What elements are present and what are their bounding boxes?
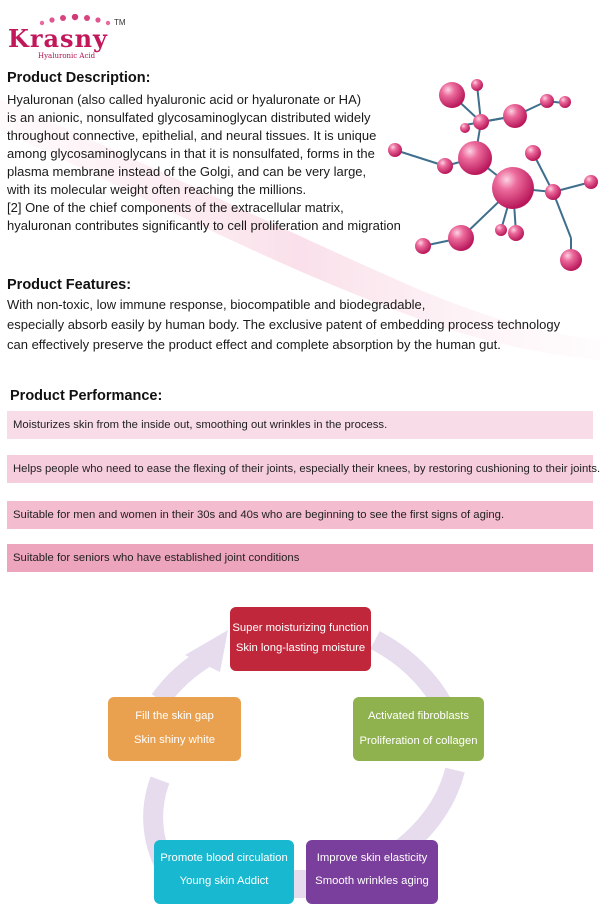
- cycle-step-circulation: [154, 840, 294, 904]
- performance-item: Suitable for men and women in their 30s and 40s who are beginning to see the first signs of aging.: [7, 501, 593, 529]
- performance-title: Product Performance:: [10, 388, 163, 404]
- performance-item: Helps people who need to ease the flexing of their joints, especially their knees, by restoring cushioning to their joints.: [7, 455, 593, 483]
- cycle-step-moisturizing: [230, 607, 371, 671]
- cycle-step-skin-gap: [108, 697, 241, 761]
- description-line: with its molecular weight often reaching the millions.: [7, 182, 307, 197]
- features-line: especially absorb easily by human body. The exclusive patent of embedding process technology: [7, 317, 561, 332]
- description-line: throughout connective, epithelial, and neural tissues. It is unique: [7, 128, 377, 143]
- cycle-step-label: Super moisturizing function: [232, 622, 369, 634]
- features-line: can effectively preserve the product effect and complete absorption by the human gut.: [7, 337, 501, 352]
- description-line: hyaluronan contributes significantly to cell proliferation and migration: [7, 218, 401, 233]
- cycle-step-label: Improve skin elasticity: [316, 852, 428, 864]
- cycle-step-label: Skin long-lasting moisture: [235, 642, 366, 654]
- description-line: is an anionic, nonsulfated glycosaminoglycan distributed widely: [7, 110, 371, 125]
- description-line: among glycosaminoglycans in that it is nonsulfated, forms in the: [7, 146, 375, 161]
- cycle-step-label: Skin shiny white: [134, 734, 215, 746]
- trademark-mark: TM: [114, 18, 126, 27]
- description-line: Hyaluronan (also called hyaluronic acid or hyaluronate or HA): [7, 92, 362, 107]
- molecule-illustration: [385, 70, 600, 280]
- performance-item: Moisturizes skin from the inside out, smoothing out wrinkles in the process.: [7, 411, 593, 439]
- cycle-step-label: Activated fibroblasts: [367, 710, 470, 722]
- cycle-step-label: Young skin Addict: [179, 875, 269, 887]
- cycle-step-label: Proliferation of collagen: [359, 735, 478, 747]
- features-title: Product Features:: [7, 277, 132, 293]
- description-title: Product Description:: [7, 70, 151, 86]
- description-line: plasma membrane instead of the Golgi, and can be very large,: [7, 164, 367, 179]
- cycle-step-label: Promote blood circulation: [160, 852, 288, 864]
- cycle-step-label: Smooth wrinkles aging: [315, 875, 429, 887]
- brand-tagline: Hyaluronic Acid: [38, 52, 96, 60]
- cycle-step-elasticity: [306, 840, 438, 904]
- cycle-step-label: Fill the skin gap: [135, 710, 214, 722]
- description-line: [2] One of the chief components of the extracellular matrix,: [7, 200, 344, 215]
- brand-logo: [8, 14, 126, 60]
- features-line: With non-toxic, low immune response, biocompatible and biodegradable,: [7, 297, 426, 312]
- brand-name: Krasny: [8, 24, 108, 53]
- performance-item: Suitable for seniors who have established joint conditions: [7, 544, 593, 572]
- cycle-step-fibroblasts: [353, 697, 484, 761]
